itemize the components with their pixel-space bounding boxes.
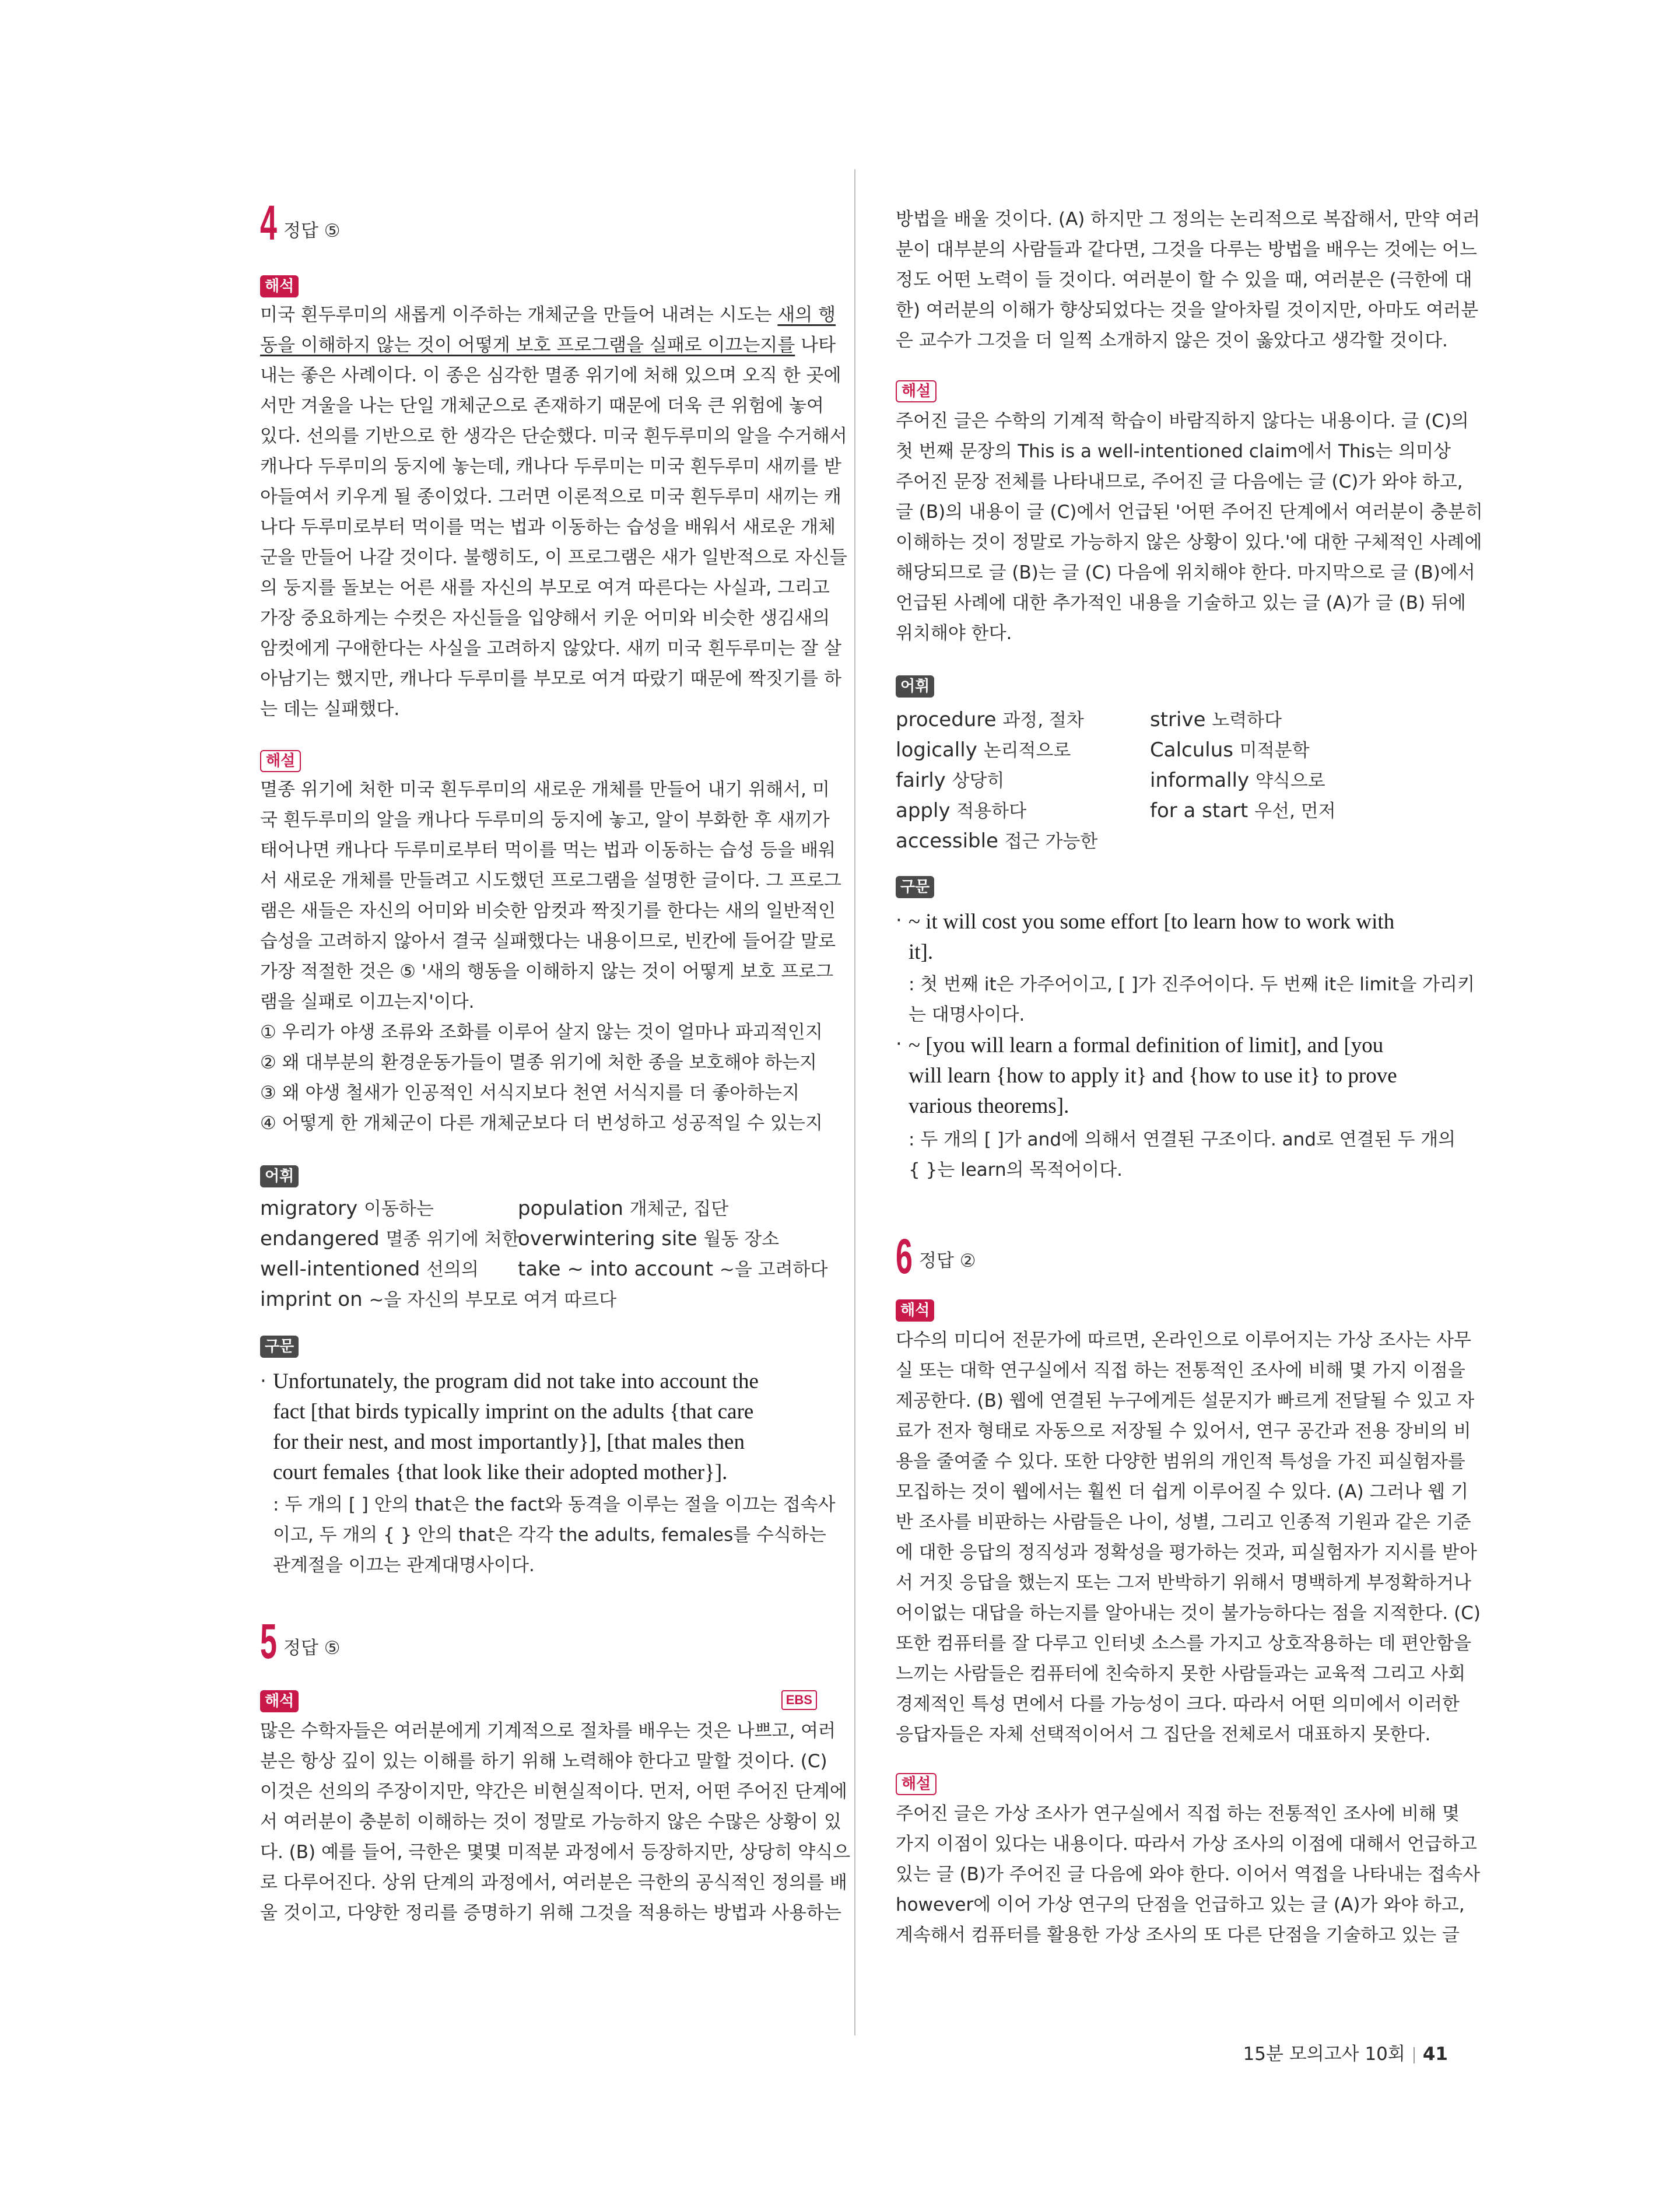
vocab-meaning: 월동 장소 bbox=[703, 1229, 780, 1250]
vocab-meaning: 이동하는 bbox=[364, 1199, 434, 1220]
text-segment: 군을 만들어 나갈 것이다. 불행히도, 이 프로그램은 새가 일반적으로 자신들 bbox=[260, 547, 847, 568]
tag-eohwi-4: 어휘 bbox=[260, 1165, 299, 1187]
vocab-meaning: ~을 고려하다 bbox=[719, 1259, 828, 1280]
text-line: 료가 전자 형태로 자동으로 저장될 수 있어서, 연구 공간과 전용 장비의 비 bbox=[896, 1421, 1471, 1442]
text-line bbox=[260, 637, 841, 660]
text-line: 램을 실패로 이끄는지'이다. bbox=[260, 991, 475, 1012]
vocab-meaning: 노력하다 bbox=[1212, 710, 1282, 731]
answer-label-4: 정답 ⑤ bbox=[283, 220, 341, 241]
page-number: 41 bbox=[1422, 2044, 1448, 2065]
text-line: 어이없는 대답을 하는지를 알아내는 것이 불가능하다는 점을 지적한다. (C) bbox=[896, 1603, 1481, 1624]
vocab-entry bbox=[518, 1196, 728, 1222]
vocab-word: population bbox=[518, 1197, 623, 1220]
vocab-meaning: 선의의 bbox=[426, 1259, 479, 1280]
bullet-dot: · bbox=[260, 1369, 266, 1393]
text-line bbox=[260, 303, 836, 327]
text-line: 있는 글 (B)가 주어진 글 다음에 와야 한다. 이어서 역접을 나타내는 접속사 bbox=[896, 1864, 1481, 1885]
vocab-entry bbox=[260, 1196, 434, 1222]
text-line bbox=[260, 546, 847, 569]
text-line: 경제적인 특성 면에서 다를 가능성이 크다. 따라서 어떤 의미에서 이러한 bbox=[896, 1694, 1460, 1715]
column-divider bbox=[854, 169, 855, 2035]
question-number-4: 4 bbox=[260, 195, 277, 250]
syntax-line: ~ it will cost you some effort [to learn how to work with bbox=[909, 910, 1395, 934]
text-line: 국 흰두루미의 알을 캐나다 두루미의 둥지에 놓고, 알이 부화한 후 새끼가 bbox=[260, 810, 830, 831]
footer-separator bbox=[1414, 2047, 1415, 2063]
text-line: 이것은 선의의 주장이지만, 약간은 비현실적이다. 먼저, 어떤 주어진 단계에 bbox=[260, 1781, 847, 1802]
syntax-note: 관계절을 이끄는 관계대명사이다. bbox=[273, 1555, 535, 1576]
vocab-word: migratory bbox=[260, 1197, 358, 1220]
vocab-word: well-intentioned bbox=[260, 1257, 420, 1281]
vocab-entry bbox=[1150, 798, 1336, 824]
text-line: however에 이어 가상 연구의 단점을 언급하고 있는 글 (A)가 와야 하고, bbox=[896, 1894, 1465, 1915]
text-line: 용을 줄여줄 수 있다. 또한 다양한 범위의 개인적 특성을 가진 피실험자를 bbox=[896, 1451, 1465, 1472]
text-line: 제공한다. (B) 웹에 연결된 누구에게든 설문지가 빠르게 전달될 수 있고 자 bbox=[896, 1390, 1475, 1411]
text-segment: 서만 겨울을 나는 단일 개체군으로 존재하기 때문에 더욱 큰 위험에 놓여 bbox=[260, 395, 824, 416]
text-segment: 미국 흰두루미의 새롭게 이주하는 개체군을 만들어 내려는 시도는 bbox=[260, 304, 778, 325]
text-line bbox=[260, 364, 841, 387]
text-line: 글 (B)의 내용이 글 (C)에서 언급된 '어떤 주어진 단계에서 여러분이 충분히 bbox=[896, 502, 1483, 523]
tag-haeseok-6: 해석 bbox=[896, 1299, 934, 1322]
text-line: 다수의 미디어 전문가에 따르면, 온라인으로 이루어지는 가상 조사는 사무 bbox=[896, 1330, 1472, 1351]
vocab-entry bbox=[1150, 707, 1282, 733]
text-line: 위치해야 한다. bbox=[896, 623, 1012, 644]
text-line: 멸종 위기에 처한 미국 흰두루미의 새로운 개체를 만들어 내기 위해서, 미 bbox=[260, 779, 830, 800]
vocab-word: apply bbox=[896, 799, 951, 822]
vocab-meaning: 논리적으로 bbox=[983, 740, 1071, 761]
text-line bbox=[260, 394, 824, 418]
text-line: 분이 대부분의 사람들과 같다면, 그것을 다루는 방법을 배우는 것에는 어느 bbox=[896, 239, 1477, 260]
text-line: 은 교수가 그것을 더 일찍 소개하지 않은 것이 옳았다고 생각할 것이다. bbox=[896, 330, 1448, 351]
question-number-5: 5 bbox=[260, 1614, 277, 1669]
text-line: 다. (B) 예를 들어, 극한은 몇몇 미적분 과정에서 등장하지만, 상당히 약식으 bbox=[260, 1842, 851, 1863]
vocab-word: logically bbox=[896, 738, 977, 762]
text-line: 습성을 고려하지 않아서 결국 실패했다는 내용이므로, 빈칸에 들어갈 말로 bbox=[260, 931, 836, 952]
tag-eohwi-5: 어휘 bbox=[896, 675, 934, 698]
text-line: 방법을 배울 것이다. (A) 하지만 그 정의는 논리적으로 복잡해서, 만약 여러 bbox=[896, 209, 1481, 230]
text-line: 서 새로운 개체를 만들려고 시도했던 프로그램을 설명한 글이다. 그 프로그 bbox=[260, 870, 841, 891]
vocab-word: imprint on bbox=[260, 1288, 363, 1311]
syntax-note: : 첫 번째 it은 가주어이고, [ ]가 진주어이다. 두 번째 it은 limit을 가리키 bbox=[909, 974, 1475, 995]
vocab-entry bbox=[1150, 737, 1310, 763]
syntax-line: for their nest, and most importantly}], [that males then bbox=[273, 1430, 745, 1454]
vocab-word: strive bbox=[1150, 708, 1206, 731]
vocab-entry bbox=[260, 1226, 520, 1252]
vocab-meaning: 접근 가능한 bbox=[1004, 831, 1098, 852]
text-line: 램은 새들은 자신의 어미와 비슷한 암컷과 짝짓기를 한다는 새의 일반적인 bbox=[260, 900, 836, 921]
text-segment: 내는 좋은 사례이다. 이 종은 심각한 멸종 위기에 처해 있으며 오직 한 곳에 bbox=[260, 365, 841, 386]
text-line: 모집하는 것이 웹에서는 훨씬 더 쉽게 이루어질 수 있다. (A) 그러나 웹 기 bbox=[896, 1481, 1469, 1502]
tag-haeseol-6: 해설 bbox=[896, 1773, 937, 1795]
text-line: 주어진 글은 가상 조사가 연구실에서 직접 하는 전통적인 조사에 비해 몇 bbox=[896, 1803, 1460, 1824]
tag-haeseok-4: 해석 bbox=[260, 275, 299, 297]
tag-haeseol-5: 해설 bbox=[896, 380, 937, 402]
vocab-entry bbox=[518, 1256, 827, 1283]
text-segment: 캐나다 두루미의 둥지에 놓는데, 캐나다 두루미는 미국 흰두루미 새끼를 받 bbox=[260, 456, 841, 477]
text-segment: 는 데는 실패했다. bbox=[260, 699, 400, 720]
vocab-entry bbox=[896, 768, 1004, 794]
text-line: ④ 어떻게 한 개체군이 다른 개체군보다 더 번성하고 성공적일 수 있는지 bbox=[260, 1113, 823, 1134]
text-line: 반 조사를 비판하는 사람들은 나이, 성별, 그리고 인종적 기원과 같은 기준 bbox=[896, 1512, 1471, 1533]
vocab-meaning: 과정, 절차 bbox=[1002, 710, 1084, 731]
text-line bbox=[260, 455, 841, 478]
text-line: 로 다루어진다. 상위 단계의 과정에서, 여러분은 극한의 공식적인 정의를 배 bbox=[260, 1872, 847, 1893]
vocab-entry bbox=[1150, 768, 1325, 794]
text-line: 정도 어떤 노력이 들 것이다. 여러분이 할 수 있을 때, 여러분은 (극한에 대 bbox=[896, 269, 1472, 290]
syntax-line: court females {that look like their adopted mother}]. bbox=[273, 1460, 728, 1484]
footer-title: 15분 모의고사 10회 bbox=[1243, 2044, 1405, 2065]
text-line bbox=[260, 425, 847, 448]
syntax-note: 는 대명사이다. bbox=[909, 1004, 1025, 1025]
tag-gumun-4: 구문 bbox=[260, 1336, 299, 1358]
vocab-word: accessible bbox=[896, 829, 998, 853]
text-line bbox=[260, 516, 836, 539]
vocab-entry bbox=[896, 707, 1084, 733]
syntax-line: fact [that birds typically imprint on the adults {that care bbox=[273, 1400, 754, 1424]
question-number-6: 6 bbox=[896, 1229, 913, 1284]
syntax-note: : 두 개의 [ ]가 and에 의해서 연결된 구조이다. and로 연결된 두 개의 bbox=[909, 1129, 1456, 1150]
page-footer bbox=[1243, 2039, 1448, 2065]
vocab-meaning: 멸종 위기에 처한 bbox=[385, 1229, 520, 1250]
vocab-meaning: 우선, 먼저 bbox=[1254, 801, 1336, 822]
syntax-line: will learn {how to apply it} and {how to use it} to prove bbox=[909, 1064, 1397, 1088]
text-line: 해당되므로 글 (B)는 글 (C) 다음에 위치해야 한다. 마지막으로 글 (B)에서 bbox=[896, 562, 1475, 583]
tag-haeseol-4: 해설 bbox=[260, 750, 301, 772]
text-line bbox=[260, 334, 836, 357]
text-line: ② 왜 대부분의 환경운동가들이 멸종 위기에 처한 종을 보호해야 하는지 bbox=[260, 1052, 817, 1073]
syntax-line: Unfortunately, the program did not take into account the bbox=[273, 1369, 759, 1393]
text-line: 느끼는 사람들은 컴퓨터에 친숙하지 못한 사람들과는 교육적 그리고 사회 bbox=[896, 1663, 1466, 1684]
vocab-entry bbox=[896, 737, 1071, 763]
vocab-entry bbox=[260, 1287, 616, 1313]
text-line: 에 대한 응답의 정직성과 정확성을 평가하는 것과, 피실험자가 지시를 받아 bbox=[896, 1542, 1477, 1563]
syntax-note: 이고, 두 개의 { } 안의 that은 각각 the adults, females를 수식하는 bbox=[273, 1525, 826, 1546]
vocab-meaning: ~을 자신의 부모로 여겨 따르다 bbox=[369, 1290, 617, 1311]
text-line: 서 여러분이 충분히 이해하는 것이 정말로 가능하지 않은 수많은 상황이 있 bbox=[260, 1811, 841, 1832]
text-segment: 있다. 선의를 기반으로 한 생각은 단순했다. 미국 흰두루미의 알을 수거해서 bbox=[260, 426, 847, 447]
tag-haeseok-5: 해석 bbox=[260, 1690, 299, 1712]
syntax-line: various theorems]. bbox=[909, 1094, 1069, 1118]
underlined-answer-text: 동을 이해하지 않는 것이 어떻게 보호 프로그램을 실패로 이끄는지를 bbox=[260, 335, 795, 356]
ebs-badge: EBS bbox=[781, 1690, 817, 1710]
text-line: ① 우리가 야생 조류와 조화를 이루어 살지 않는 것이 얼마나 파괴적인지 bbox=[260, 1022, 823, 1043]
vocab-word: for a start bbox=[1150, 799, 1248, 822]
vocab-word: Calculus bbox=[1150, 738, 1233, 762]
text-line: 언급된 사례에 대한 추가적인 내용을 기술하고 있는 글 (A)가 글 (B) 뒤에 bbox=[896, 593, 1466, 614]
vocab-meaning: 미적분학 bbox=[1239, 740, 1310, 761]
text-line: 많은 수학자들은 여러분에게 기계적으로 절차를 배우는 것은 나쁘고, 여러 bbox=[260, 1721, 836, 1742]
vocab-meaning: 적용하다 bbox=[956, 801, 1027, 822]
bullet-dot: · bbox=[896, 1032, 902, 1056]
text-line bbox=[260, 485, 841, 509]
text-line: 가장 적절한 것은 ⑤ '새의 행동을 이해하지 않는 것이 어떻게 보호 프로그 bbox=[260, 961, 834, 982]
text-line: 한) 여러분의 이해가 향상되었다는 것을 알아차릴 것이지만, 아마도 여러분 bbox=[896, 300, 1479, 321]
text-segment: 아들여서 키우게 될 종이었다. 그러면 이론적으로 미국 흰두루미 새끼는 캐 bbox=[260, 486, 841, 507]
bullet-dot: · bbox=[896, 909, 902, 932]
vocab-word: informally bbox=[1150, 769, 1250, 792]
text-segment: 나타 bbox=[795, 335, 836, 356]
vocab-meaning: 개체군, 집단 bbox=[629, 1199, 729, 1220]
text-line: 또한 컴퓨터를 잘 다루고 인터넷 소스를 가지고 상호작용하는 데 편안함을 bbox=[896, 1633, 1472, 1654]
answer-label-5: 정답 ⑤ bbox=[283, 1638, 341, 1659]
text-line: 가지 이점이 있다는 내용이다. 따라서 가상 조사의 이점에 대해서 언급하고 bbox=[896, 1834, 1477, 1855]
text-line: 주어진 문장 전체를 나타내므로, 주어진 글 다음에는 글 (C)가 와야 하고, bbox=[896, 471, 1463, 492]
vocab-word: take ~ into account bbox=[518, 1257, 714, 1281]
vocab-entry bbox=[260, 1256, 479, 1283]
vocab-meaning: 상당히 bbox=[952, 770, 1005, 791]
text-line: 서 거짓 응답을 했는지 또는 그저 반박하기 위해서 명백하게 부정확하거나 bbox=[896, 1572, 1472, 1593]
syntax-line: ~ [you will learn a formal definition of limit], and [you bbox=[909, 1033, 1384, 1057]
text-line bbox=[260, 667, 841, 691]
syntax-line: it]. bbox=[909, 940, 934, 964]
vocab-entry bbox=[518, 1226, 779, 1252]
text-segment: 나다 두루미로부터 먹이를 먹는 법과 이동하는 습성을 배워서 새로운 개체 bbox=[260, 517, 836, 538]
tag-gumun-5: 구문 bbox=[896, 876, 934, 898]
vocab-meaning: 약식으로 bbox=[1255, 770, 1325, 791]
text-line: 주어진 글은 수학의 기계적 학습이 바람직하지 않다는 내용이다. 글 (C)의 bbox=[896, 411, 1469, 432]
text-line: 실 또는 대학 연구실에서 직접 하는 전통적인 조사에 비해 몇 가지 이점을 bbox=[896, 1360, 1465, 1381]
vocab-word: procedure bbox=[896, 708, 997, 731]
underlined-answer-text: 새의 행 bbox=[777, 304, 836, 325]
answer-label-6: 정답 ② bbox=[919, 1250, 976, 1271]
text-line: 응답자들은 자체 선택적이어서 그 집단을 전체로서 대표하지 못한다. bbox=[896, 1724, 1431, 1745]
text-line bbox=[260, 576, 830, 600]
vocab-entry bbox=[896, 828, 1097, 854]
text-line: 울 것이고, 다양한 정리를 증명하기 위해 그것을 적용하는 방법과 사용하는 bbox=[260, 1902, 841, 1923]
vocab-word: endangered bbox=[260, 1227, 380, 1250]
text-line: 분은 항상 깊이 있는 이해를 하기 위해 노력해야 한다고 말할 것이다. (C) bbox=[260, 1751, 827, 1772]
text-line: ③ 왜 야생 철새가 인공적인 서식지보다 천연 서식지를 더 좋아하는지 bbox=[260, 1082, 800, 1103]
text-line: 이해하는 것이 정말로 가능하지 않은 상황이 있다.'에 대한 구체적인 사례에 bbox=[896, 532, 1482, 553]
text-segment: 가장 중요하게는 수컷은 자신들을 입양해서 키운 어미와 비슷한 생김새의 bbox=[260, 608, 830, 629]
vocab-word: overwintering site bbox=[518, 1227, 697, 1250]
text-line bbox=[260, 698, 399, 721]
text-line bbox=[260, 607, 830, 630]
text-segment: 암컷에게 구애한다는 사실을 고려하지 않았다. 새끼 미국 흰두루미는 잘 살 bbox=[260, 638, 841, 659]
vocab-entry bbox=[896, 798, 1026, 824]
text-segment: 의 둥지를 돌보는 어른 새를 자신의 부모로 여겨 따른다는 사실과, 그리고 bbox=[260, 577, 830, 598]
vocab-word: fairly bbox=[896, 769, 946, 792]
syntax-note: : 두 개의 [ ] 안의 that은 the fact와 동격을 이루는 절을 이끄는 접속사 bbox=[273, 1494, 836, 1515]
text-line: 첫 번째 문장의 This is a well-intentioned claim에서 This는 의미상 bbox=[896, 441, 1451, 462]
text-line: 태어나면 캐나다 두루미로부터 먹이를 먹는 법과 이동하는 습성 등을 배워 bbox=[260, 840, 836, 861]
syntax-note: { }는 learn의 목적어이다. bbox=[909, 1159, 1123, 1180]
text-segment: 아남기는 했지만, 캐나다 두루미를 부모로 여겨 따랐기 때문에 짝짓기를 하 bbox=[260, 668, 841, 689]
text-line: 계속해서 컴퓨터를 활용한 가상 조사의 또 다른 단점을 기술하고 있는 글 bbox=[896, 1925, 1460, 1946]
